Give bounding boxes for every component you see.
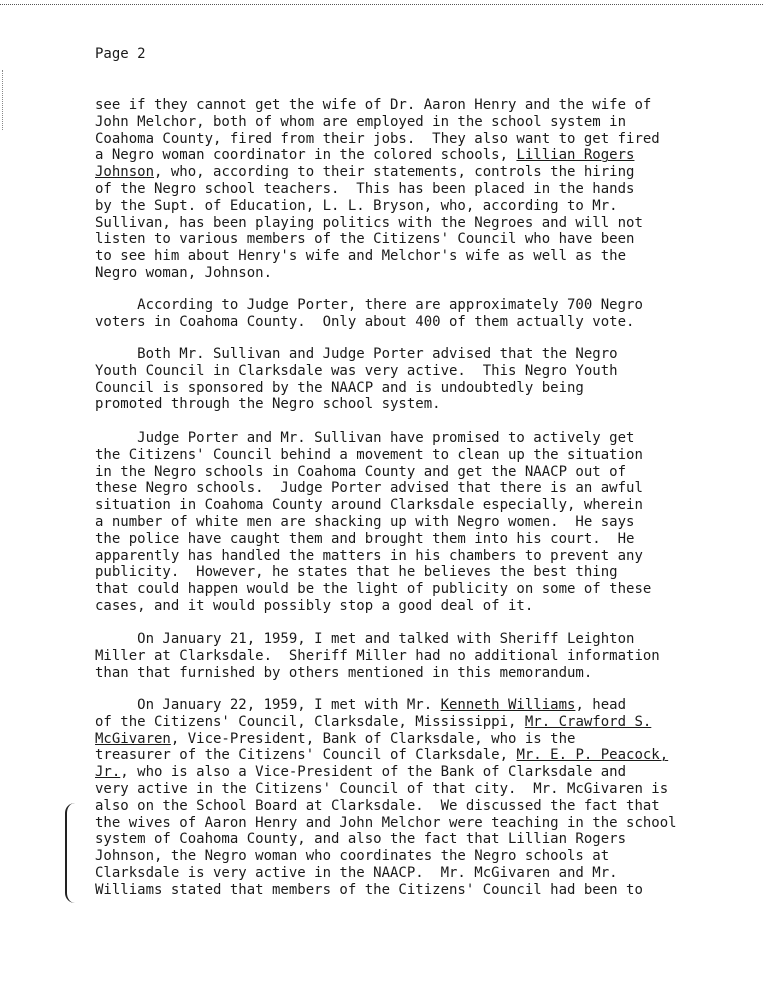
text-segment: , Vice-President, Bank of Clarksdale, who is the treasurer of the Citizens' Council of Clarksdale,: [95, 730, 576, 764]
text-segment: , who, according to their statements, controls the hiring of the Negro school teachers. This has been placed in the hands by the Supt. of Education, L. L. Bryson, who, according to Mr. Sullivan, has been playing politics with the Negroes and will not listen to various members of the Citizens' Council who have been to see him about Henry's wife and Melchor's wife as well as the Negro woman, Johnson.: [95, 164, 643, 281]
handwritten-margin-bracket: [65, 803, 75, 903]
text-segment: On January 22, 1959, I met with Mr.: [95, 697, 441, 713]
underlined-name: Mr. Crawford S. McGivaren: [95, 713, 652, 747]
text-segment: , head of the Citizens' Council, Clarksdale, Mississippi,: [95, 697, 627, 730]
text-segment: see if they cannot get the wife of Dr. Aaron Henry and the wife of John Melchor, both of whom are employed in the school system in Coahoma County, fired from their jobs. They also want to get fired a Negro woman coordinator in the colored schools,: [95, 97, 660, 164]
underlined-name: Lillian Rogers Johnson: [95, 147, 635, 181]
text-segment: Both Mr. Sullivan and Judge Porter advised that the Negro Youth Council in Clarksdale was very active. This Negro Youth Council is sponsored by the NAACP and is undoubtedly being promoted through the Negro school system.: [95, 346, 618, 413]
text-segment: Judge Porter and Mr. Sullivan have promised to actively get the Citizens' Council behind a movement to clean up the situation in the Negro schools in Coahoma County and get the NAACP out of these Negro schools. Judge Porter advised that there is an awful situation in Coahoma County around Clarksdale especially, wherein a number of white men are shacking up with Negro women. He says the police have caught them and brought them into his court. He apparently has handled the matters in his chambers to prevent any publicity. However, he states that he believes the best thing that could happen would be the light of publicity on some of these cases, and it would possibly stop a good deal of it.: [95, 430, 652, 614]
page-number: Page 2: [95, 46, 146, 62]
text-segment: , who is also a Vice-President of the Bank of Clarksdale and very active in the Citizens' Council of that city. Mr. McGivaren is also on the School Board at Clarksdale. We discussed the fact that the wives of Aaron Henry and John Melchor were teaching in the school system of Coahoma County, and also the fact that Lillian Rogers Johnson, the Negro woman who coordinates the Negro schools at Clarksdale is very active in the NAACP. Mr. McGivaren and Mr. Williams stated that members of the Citizens' Council had been to: [95, 764, 677, 898]
text-segment: According to Judge Porter, there are approximately 700 Negro voters in Coahoma County. Only about 400 of them actually vote.: [95, 297, 643, 330]
paragraph-1: [95, 97, 660, 282]
paragraph-5: [95, 631, 660, 681]
underlined-name: Kenneth Williams: [440, 697, 576, 713]
top-edge-rule: [0, 4, 763, 5]
underlined-name: Mr. E. P. Peacock, Jr.: [95, 747, 669, 781]
paragraph-2: [95, 297, 643, 331]
paragraph-6: [95, 697, 677, 899]
paragraph-3: [95, 346, 618, 413]
left-margin-marks: [2, 70, 11, 130]
text-segment: On January 21, 1959, I met and talked with Sheriff Leighton Miller at Clarksdale. Sheriff Miller had no additional information than that furnished by others mentioned in this memorandum.: [95, 631, 660, 681]
paragraph-4: [95, 430, 651, 615]
